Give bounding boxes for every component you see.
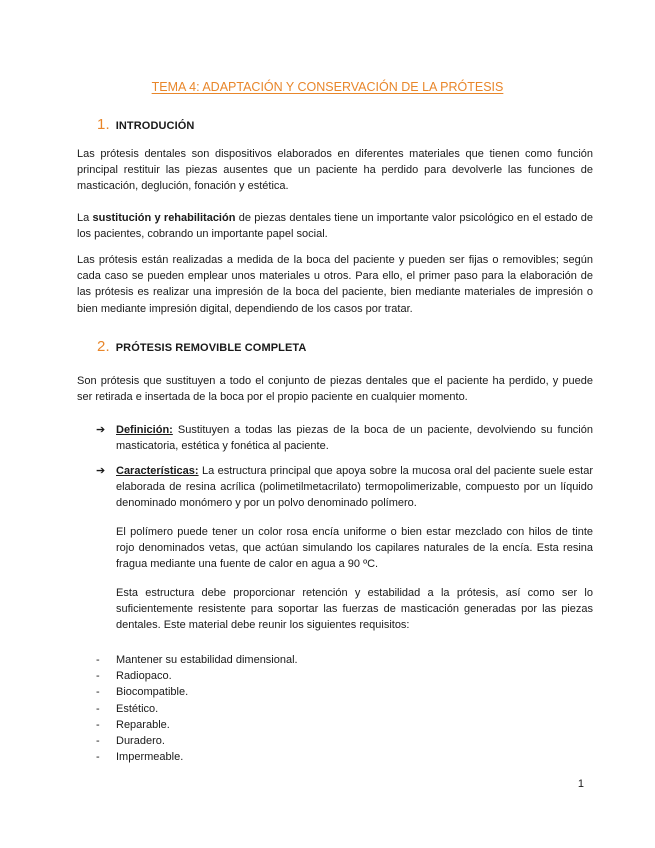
- dash-icon: -: [96, 718, 100, 731]
- list-item: - Mantener su estabilidad dimensional.: [96, 652, 298, 668]
- dash-icon: -: [96, 654, 100, 666]
- section-2-intro: Son prótesis que sustituyen a todo el conjunto de piezas dentales que el paciente ha perdido, y puede ser retirada e insertada de la boca por el propio paciente en cualquier momento.: [77, 375, 593, 404]
- arrow-icon: ➔: [96, 465, 106, 477]
- list-item: - Estético.: [96, 701, 298, 717]
- definicion-text: Sustituyen a todas las piezas de la boca de un paciente, devolviendo su función masticatoria, estética y fonética al paciente.: [116, 424, 593, 453]
- section-2-title: PRÓTESIS REMOVIBLE COMPLETA: [115, 342, 307, 354]
- definicion-label: Definición:: [116, 424, 173, 436]
- estructura-paragraph: Esta estructura debe proporcionar retención y estabilidad a la prótesis, así como ser lo suficientemente resistente para soportar las fuerzas de masticación generadas por las piezas dentales. Este material debe reunir los siguientes requisitos:: [116, 587, 593, 632]
- page-number: 1: [577, 778, 584, 790]
- list-item: - Radiopaco.: [96, 668, 298, 684]
- list-item: - Biocompatible.: [96, 684, 298, 700]
- intro-p2-bold: sustitución y rehabilitación: [92, 212, 236, 224]
- section-1-title: INTRODUCIÓN: [115, 120, 195, 132]
- section-1-heading: [97, 116, 194, 133]
- list-item: - Impermeable.: [96, 749, 298, 765]
- dash-icon: -: [96, 686, 100, 699]
- list-item: - Duradero.: [96, 733, 298, 749]
- dash-icon: -: [96, 734, 100, 747]
- requirements-list: [96, 652, 298, 765]
- section-1-number: 1.: [97, 116, 110, 133]
- intro-p2-pre: La: [77, 212, 93, 224]
- caracteristicas-label: Características:: [116, 465, 199, 477]
- document-title: TEMA 4: ADAPTACIÓN Y CONSERVACIÓN DE LA PRÓTESIS: [151, 80, 504, 94]
- intro-paragraph-1: Las prótesis dentales son dispositivos elaborados en diferentes materiales que tienen como función principal restituir las piezas ausentes que un paciente ha perdido para devolverle las funciones de masticación, deglución, fonación y estética.: [77, 148, 593, 193]
- section-2-number: 2.: [97, 338, 110, 355]
- arrow-icon: ➔: [96, 424, 106, 436]
- intro-p2-post: de piezas dentales tiene un importante valor psicológico en el estado de los pacientes, cobrando un importante papel social.: [77, 212, 593, 241]
- dash-icon: -: [96, 702, 100, 715]
- section-2-heading: [97, 338, 306, 355]
- dash-icon: -: [96, 670, 100, 683]
- intro-paragraph-3: Las prótesis están realizadas a medida de la boca del paciente y pueden ser fijas o removibles; según cada caso se pueden emplear unos materiales u otros. Para ello, el primer paso para la elaboración de las prótesis es realizar una impresión de la boca del paciente, bien mediante materiales de impresión o bien mediante impresión digital, dependiendo de los casos por tratar.: [77, 254, 593, 315]
- bullet-caracteristicas: [96, 463, 593, 512]
- bullet-definicion: [96, 422, 593, 454]
- list-item: - Reparable.: [96, 717, 298, 733]
- polimero-paragraph: El polímero puede tener un color rosa encía uniforme o bien estar mezclado con hilos de tinte rojo denominados vetas, que actúan simulando los capilares naturales de la encía. Esta resina fragua mediante una fuente de calor en agua a 90 ºC.: [116, 526, 593, 571]
- caracteristicas-text: La estructura principal que apoya sobre la mucosa oral del paciente suele estar elaborada de resina acrílica (polimetilmetacrilato) termopolimerizable, compuesto por un líquido denominado monómero y por un polvo denominado polímero.: [116, 465, 593, 510]
- intro-paragraph-2: [77, 210, 593, 242]
- dash-icon: -: [96, 751, 100, 764]
